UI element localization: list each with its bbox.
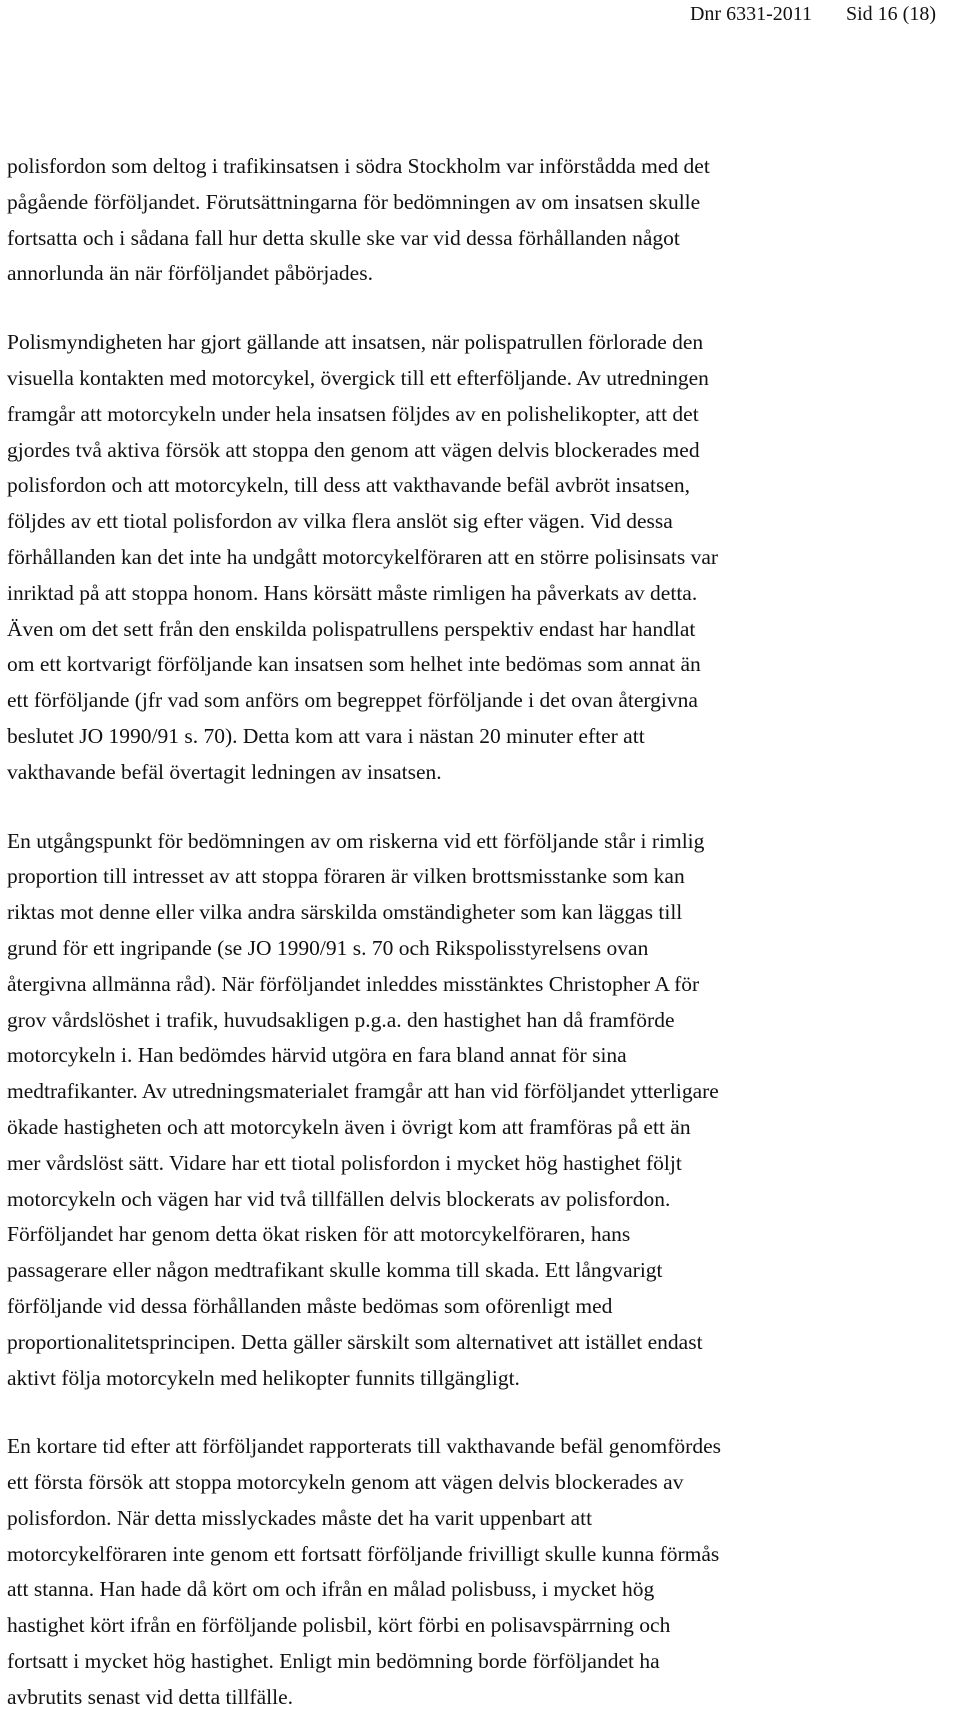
text-line: annorlunda än när förföljandet påbörjades. bbox=[7, 261, 373, 286]
paragraph bbox=[7, 325, 902, 790]
text-line: gjordes två aktiva försök att stoppa den genom att vägen delvis blockerades med bbox=[7, 437, 700, 462]
text-line: följdes av ett tiotal polisfordon av vilka flera anslöt sig efter vägen. Vid dessa bbox=[7, 509, 673, 534]
text-line: avbrutits senast vid detta tillfälle. bbox=[7, 1684, 293, 1709]
text-line: motorcykeln och vägen har vid två tillfällen delvis blockerats av polisfordon. bbox=[7, 1186, 671, 1211]
text-line: hastighet kört ifrån en förföljande polisbil, kört förbi en polisavspärrning och bbox=[7, 1613, 671, 1638]
text-line: framgår att motorcykeln under hela insatsen följdes av en polishelikopter, att det bbox=[7, 401, 699, 426]
text-line: polisfordon. När detta misslyckades måste det ha varit uppenbart att bbox=[7, 1505, 593, 1530]
text-line: polisfordon och att motorcykeln, till dess att vakthavande befäl avbröt insatsen, bbox=[7, 473, 691, 498]
text-line: visuella kontakten med motorcykel, övergick till ett efterföljande. Av utredningen bbox=[7, 365, 709, 390]
text-line: proportionalitetsprincipen. Detta gäller särskilt som alternativet att istället endast bbox=[7, 1329, 703, 1354]
text-line: riktas mot denne eller vilka andra särskilda omständigheter som kan läggas till bbox=[7, 900, 683, 925]
text-line: ett förföljande (jfr vad som anförs om begreppet förföljande i det ovan återgivna bbox=[7, 688, 698, 713]
text-line: vakthavande befäl övertagit ledningen av insatsen. bbox=[7, 759, 442, 784]
document-body bbox=[7, 149, 902, 1716]
paragraph bbox=[7, 149, 902, 292]
text-line: grov vårdslöshet i trafik, huvudsakligen p.g.a. den hastighet han då framförde bbox=[7, 1007, 675, 1032]
text-line: ökade hastigheten och att motorcykeln även i övrigt kom att framföras på ett än bbox=[7, 1114, 691, 1139]
text-line: pågående förföljandet. Förutsättningarna för bedömningen av om insatsen skulle bbox=[7, 189, 701, 214]
text-line: passagerare eller någon medtrafikant skulle komma till skada. Ett långvarigt bbox=[7, 1258, 663, 1283]
text-line: Polismyndigheten har gjort gällande att insatsen, när polispatrullen förlorade den bbox=[7, 330, 704, 355]
text-line: grund för ett ingripande (se JO 1990/91 s. 70 och Rikspolisstyrelsens ovan bbox=[7, 935, 649, 960]
text-line: Även om det sett från den enskilda polispatrullens perspektiv endast har handlat bbox=[7, 616, 696, 641]
page-header bbox=[690, 2, 936, 26]
text-line: att stanna. Han hade då kört om och ifrån en målad polisbuss, i mycket hög bbox=[7, 1577, 655, 1602]
paragraph bbox=[7, 824, 902, 1397]
text-line: motorcykeln i. Han bedömdes härvid utgöra en fara bland annat för sina bbox=[7, 1043, 627, 1068]
text-line: En utgångspunkt för bedömningen av om riskerna vid ett förföljande står i rimlig bbox=[7, 828, 705, 853]
text-line: polisfordon som deltog i trafikinsatsen i södra Stockholm var införstådda med det bbox=[7, 154, 710, 178]
document-number: Dnr 6331-2011 bbox=[689, 3, 812, 25]
text-line: förföljande vid dessa förhållanden måste bedömas som oförenligt med bbox=[7, 1293, 613, 1318]
text-line: En kortare tid efter att förföljandet rapporterats till vakthavande befäl genomfördes bbox=[7, 1434, 721, 1459]
paragraph bbox=[7, 1429, 902, 1715]
text-line: motorcykelföraren inte genom ett fortsatt förföljande frivilligt skulle kunna förmås bbox=[7, 1541, 720, 1566]
text-line: inriktad på att stoppa honom. Hans körsätt måste rimligen ha påverkats av detta. bbox=[7, 580, 698, 605]
text-line: fortsatta och i sådana fall hur detta skulle ske var vid dessa förhållanden något bbox=[7, 225, 680, 250]
text-line: mer vårdslöst sätt. Vidare har ett tiotal polisfordon i mycket hög hastighet följt bbox=[7, 1150, 682, 1175]
text-line: om ett kortvarigt förföljande kan insatsen som helhet inte bedömas som annat än bbox=[7, 652, 701, 677]
text-line: förhållanden kan det inte ha undgått motorcykelföraren att en större polisinsats var bbox=[7, 544, 719, 569]
text-line: beslutet JO 1990/91 s. 70). Detta kom att vara i nästan 20 minuter efter att bbox=[7, 723, 645, 748]
text-line: medtrafikanter. Av utredningsmaterialet framgår att han vid förföljandet ytterligare bbox=[7, 1079, 719, 1104]
text-line: fortsatt i mycket hög hastighet. Enligt min bedömning borde förföljandet ha bbox=[7, 1649, 660, 1674]
text-line: proportion till intresset av att stoppa föraren är vilken brottsmisstanke som kan bbox=[7, 864, 685, 889]
text-line: ett första försök att stoppa motorcykeln genom att vägen delvis blockerades av bbox=[7, 1470, 684, 1495]
page-number: Sid 16 (18) bbox=[846, 3, 936, 25]
text-line: aktivt följa motorcykeln med helikopter funnits tillgängligt. bbox=[7, 1365, 520, 1390]
text-line: återgivna allmänna råd). När förföljandet inleddes misstänktes Christopher A för bbox=[7, 971, 700, 996]
text-line: Förföljandet har genom detta ökat risken för att motorcykelföraren, hans bbox=[7, 1222, 631, 1247]
